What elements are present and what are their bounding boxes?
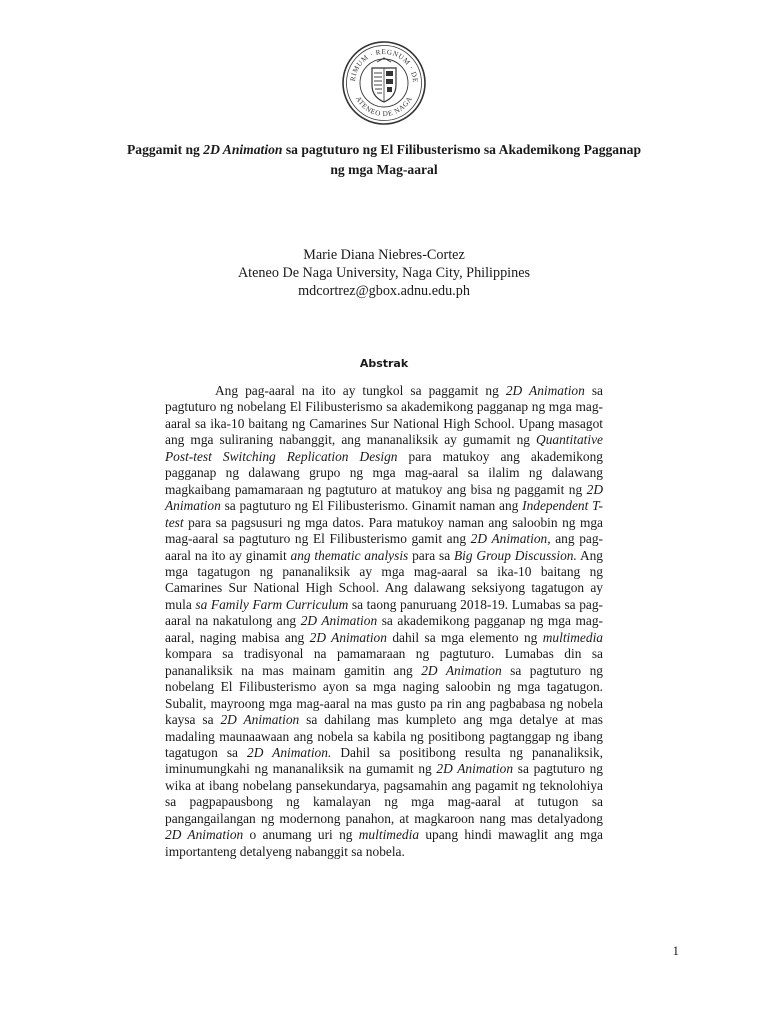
abstract-italic-term: 2D Animation	[505, 383, 585, 398]
abstract-text-run: Dahil sa positibong resulta ng pananaliksik, iminumungkahi ng mananaliksik na gumamit ng	[165, 744, 603, 777]
abstract-text-run: Ang mga tagatugon ng pananaliksik ay mga mag-aaral sa ika-10 baitang ng Camarines Sur National High School. Ang dalawang seksiyong tagatugon ay mula	[165, 547, 603, 612]
ateneo-de-naga-seal	[341, 40, 427, 126]
abstract-italic-term: Quantitative Post-test Switching Replication Design	[165, 432, 603, 464]
title-italic: 2D Animation	[203, 142, 283, 157]
author-block	[60, 246, 708, 300]
author-affiliation: Ateneo De Naga University, Naga City, Philippines	[237, 265, 531, 281]
paper-title	[60, 140, 708, 180]
abstract-italic-term: 2D Animation	[309, 629, 387, 645]
page-number: 1	[672, 943, 679, 958]
abstract-text-run: sa taong panuruang 2018-19. Lumabas sa pag-aaral na nakatulong ang	[165, 596, 603, 629]
abstract-text-run: sa akademikong pagganap ng mga mag-aaral, naging mabisa ang	[165, 613, 604, 645]
abstract-italic-term: ang thematic analysis	[290, 547, 409, 563]
svg-text:PRIMUM · REGNUM · DEI: RIMUM · REGNUM · DE	[348, 48, 420, 84]
abstract-italic-term: 2D Animation	[220, 712, 300, 728]
abstract-text-run: sa pagtuturo ng nobelang El Filibusterismo sa akademikong pagganap ng mga mag-aaral sa ika-10 baitang ng Camarines Sur National High School. Upang masagot ang mga suliraning nabanggit, ang mananaliksik ay gumamit ng	[165, 383, 603, 448]
abstract-italic-term: Big Group Discussion.	[453, 547, 577, 563]
abstract-text-run: sa pagtuturo ng El Filibusterismo. Ginamit naman ang	[220, 498, 523, 514]
abstract-italic-term: 2D Animation	[436, 761, 514, 777]
abstract-heading: Abstrak	[359, 357, 409, 370]
title-part-1: Paggamit ng	[126, 142, 204, 157]
abstract-text-run: kompara sa tradisyonal na pamamaraan ng pagtuturo. Lumabas din sa pananaliksik na mas mainam gamitin ang	[165, 646, 603, 678]
abstract-text-run: para sa pagsusuri ng mga datos. Para matukoy naman ang saloobin ng mga mag-aaral sa pagtuturo ng El Filibusterismo gamit ang	[165, 514, 603, 547]
paper-title-line-1	[60, 140, 708, 160]
abstract-text-run: Ang pag-aaral na ito ay tungkol sa paggamit ng	[215, 383, 506, 398]
abstract-text-run: upang hindi mawaglit ang mga importanteng detalyeng nabanggit sa nobela.	[165, 827, 603, 859]
abstract-italic-term: 2D Animation	[470, 531, 548, 547]
abstract-text	[165, 383, 603, 859]
abstract-italic-term: 2D Animation	[421, 662, 502, 678]
abstract-text-run: para matukoy ang akademikong pagganap ng dalawang grupo ng mga mag-aaral sa ilalim ng dalawang magkaibang pamamaraan ng pagtuturo at matukoy ang bisa ng paggamit ng	[165, 448, 604, 497]
abstract-italic-term: Independent T-test	[165, 498, 603, 530]
abstract-text-run: para sa	[408, 547, 454, 563]
abstract-text-run: dahil sa mga elemento ng	[386, 629, 543, 645]
paper-title-line-2: ng mga Mag-aaral	[330, 162, 438, 177]
svg-text:ATENEO DE NAGA: ATENEO DE NAGA	[354, 95, 414, 119]
abstract-italic-term: 2D Animation.	[247, 744, 332, 760]
author-email: mdcortrez@gbox.adnu.edu.ph	[298, 283, 470, 299]
abstract-italic-term: 2D Animation	[165, 827, 244, 843]
abstract-text-run: , ang pag-aaral na ito ay ginamit	[165, 531, 604, 563]
abstract-text-run: sa pagtuturo ng nobelang El Filibusterismo ayon sa mga naging saloobin ng mga tagatugon. Subalit, mayroong mga mag-aaral na mas gusto pa rin ang pagbabasa ng nobela kaysa sa	[165, 662, 604, 728]
abstract-body	[165, 383, 603, 860]
author-name: Marie Diana Niebres-Cortez	[303, 247, 465, 263]
abstract-italic-term: multimedia	[358, 827, 420, 843]
abstract-italic-term: multimedia	[542, 629, 603, 645]
abstract-italic-term: 2D Animation	[165, 481, 603, 514]
abstract-italic-term: sa Family Farm Curriculum	[195, 596, 349, 612]
abstract-italic-term: 2D Animation	[300, 613, 378, 629]
abstract-text-run: sa dahilang mas kumpleto ang mga detalye at mas madaling maunaawaan ang nobela sa kabila ng positibong pagtanggap ng ibang tagatugon sa	[165, 712, 603, 760]
abstract-text-run: sa pagtuturo ng wika at ibang nobelang pansekundarya, pagsamahin ang pagamit ng teknolohiya sa pagpapausbong ng kamalayan ng mga mag-aaral at tutugon sa pangangailangan ng modernong panahon, at magkaroon nang mas detalyadong	[165, 761, 603, 826]
title-part-2: sa pagtuturo ng El Filibusterismo sa Akademikong Pagganap	[282, 142, 642, 157]
abstract-text-run: o anumang uri ng	[243, 827, 359, 843]
